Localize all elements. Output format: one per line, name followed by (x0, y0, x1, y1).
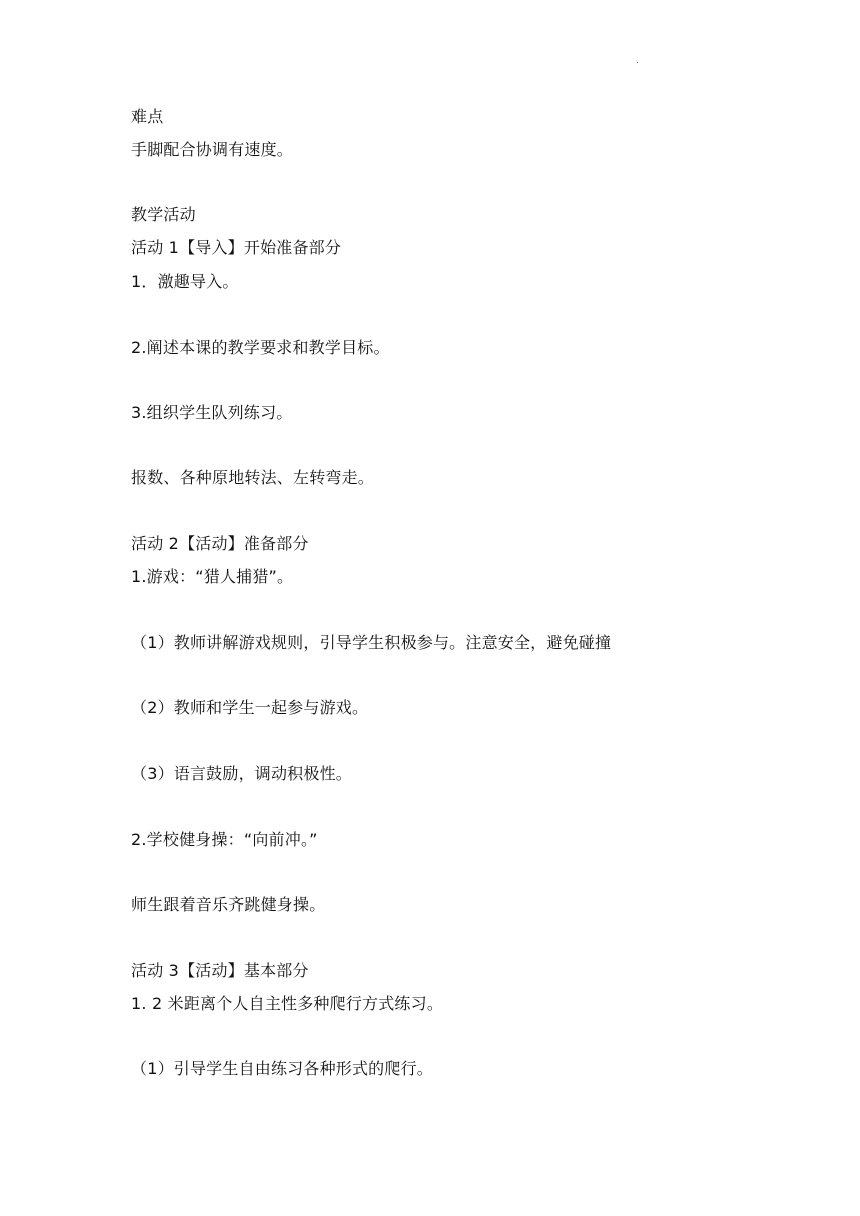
paragraph: 手脚配合协调有速度。 (131, 140, 294, 159)
activity-heading: 活动 3【活动】基本部分 (131, 961, 309, 980)
section-heading-teaching-activities: 教学活动 (131, 205, 196, 224)
list-item: 2.学校健身操：“向前冲。” (131, 830, 318, 849)
paragraph: 报数、各种原地转法、左转弯走。 (131, 468, 375, 487)
sub-list-item: （2）教师和学生一起参与游戏。 (131, 698, 369, 717)
header-mark: . (636, 56, 639, 66)
sub-list-item: （1）教师讲解游戏规则，引导学生积极参与。注意安全，避免碰撞 (131, 633, 612, 652)
list-item: 2.阐述本课的教学要求和教学目标。 (131, 338, 390, 357)
section-heading-difficulty: 难点 (131, 107, 164, 126)
list-item: 1．激趣导入。 (131, 272, 239, 291)
activity-heading: 活动 2【活动】准备部分 (131, 534, 309, 553)
list-item: 1.游戏：“猎人捕猎”。 (131, 567, 294, 586)
paragraph: 师生跟着音乐齐跳健身操。 (131, 895, 326, 914)
sub-list-item: （3）语言鼓励，调动积极性。 (131, 764, 352, 783)
list-item: 1. 2 米距离个人自主性多种爬行方式练习。 (131, 994, 444, 1013)
sub-list-item: （1）引导学生自由练习各种形式的爬行。 (131, 1059, 433, 1078)
list-item: 3.组织学生队列练习。 (131, 403, 293, 422)
activity-heading: 活动 1【导入】开始准备部分 (131, 238, 342, 257)
